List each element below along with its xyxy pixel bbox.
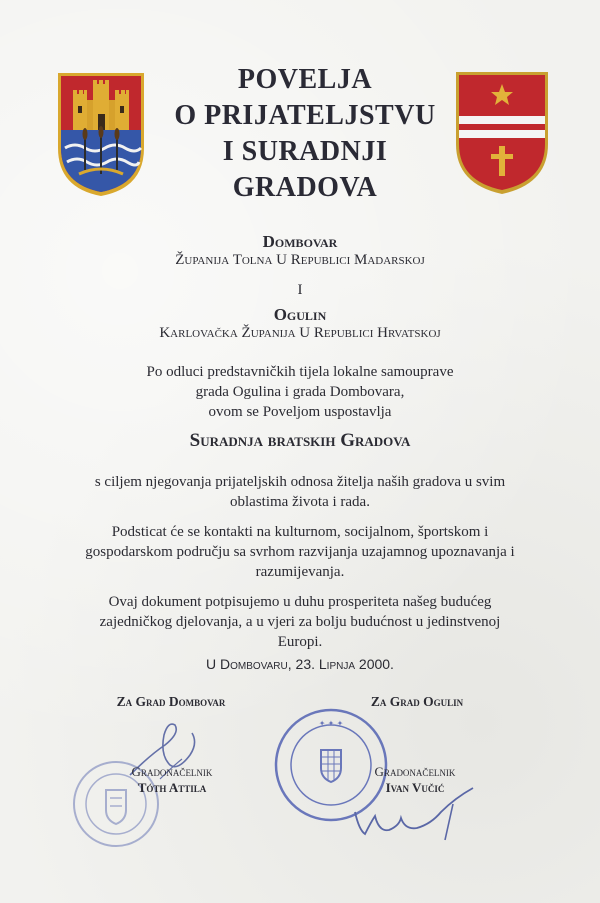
purpose-paragraph (50, 472, 550, 512)
signature-label: Za Grad Dombovar (116, 694, 226, 709)
signatory-name: Tóth Attila (137, 780, 207, 795)
signatory-right (355, 764, 475, 796)
signatory-role: Gradonačelnik (374, 764, 456, 779)
title-line: POVELJA (237, 64, 373, 95)
signatory-left (92, 764, 252, 796)
document-title (170, 62, 440, 206)
title-line: I SURADNJI (222, 136, 388, 167)
contacts-paragraph (50, 522, 550, 582)
dombovar-coat-of-arms (55, 70, 147, 198)
intro-paragraph (100, 362, 500, 422)
section-heading: Suradnja bratskih Gradova (189, 430, 411, 451)
signatory-role: Gradonačelnik (131, 764, 213, 779)
purpose-line: oblastima života i rada. (230, 494, 370, 510)
purpose-line: s ciljem njegovanja prijateljskih odnosa žitelja naših gradova u svim (94, 474, 506, 490)
signing-paragraph (50, 592, 550, 652)
intro-line: grada Ogulina i grada Dombovara, (195, 384, 405, 400)
title-line: GRADOVA (232, 172, 378, 203)
svg-text:✦ ✦ ✦: ✦ ✦ ✦ (318, 719, 344, 728)
signing-line: Europi. (277, 634, 323, 650)
city1-name: Dombovar (262, 232, 338, 251)
city2-name: Ogulin (273, 305, 327, 324)
signatory-name: Ivan Vučić (385, 780, 445, 795)
city1-county: Županija Tolna U Republici Madarskoj (175, 252, 425, 268)
signature-block-left (88, 694, 254, 710)
intro-line: ovom se Poveljom uspostavlja (208, 404, 392, 420)
signing-line: Ovaj dokument potpisujemo u duhu prosperiteta našeg budućeg (108, 594, 492, 610)
intro-line: Po odluci predstavničkih tijela lokalne samouprave (146, 364, 454, 380)
title-line: O PRIJATELJSTVU (174, 100, 436, 131)
contacts-line: gospodarskom području sa svrhom razvijanja uzajamnog upoznavanja i (85, 544, 515, 560)
contacts-line: Podsticat će se kontakti na kulturnom, socijalnom, športskom i (111, 524, 489, 540)
signature-label: Za Grad Ogulin (370, 694, 464, 709)
signing-line: zajedničkog djelovanja, a u vjeri za bolju budućnost u jedinstvenoj (99, 614, 501, 630)
city2-block (100, 305, 500, 342)
conjunction: I (297, 282, 303, 298)
city2-county: Karlovačka Županija U Republici Hrvatskoj (159, 325, 441, 341)
city1-block (100, 232, 500, 269)
place-date: U Dombovaru, 23. Lipnja 2000. (206, 656, 394, 672)
ogulin-coat-of-arms (454, 70, 550, 196)
signature-block-right (342, 694, 492, 710)
contacts-line: razumijevanja. (255, 564, 345, 580)
